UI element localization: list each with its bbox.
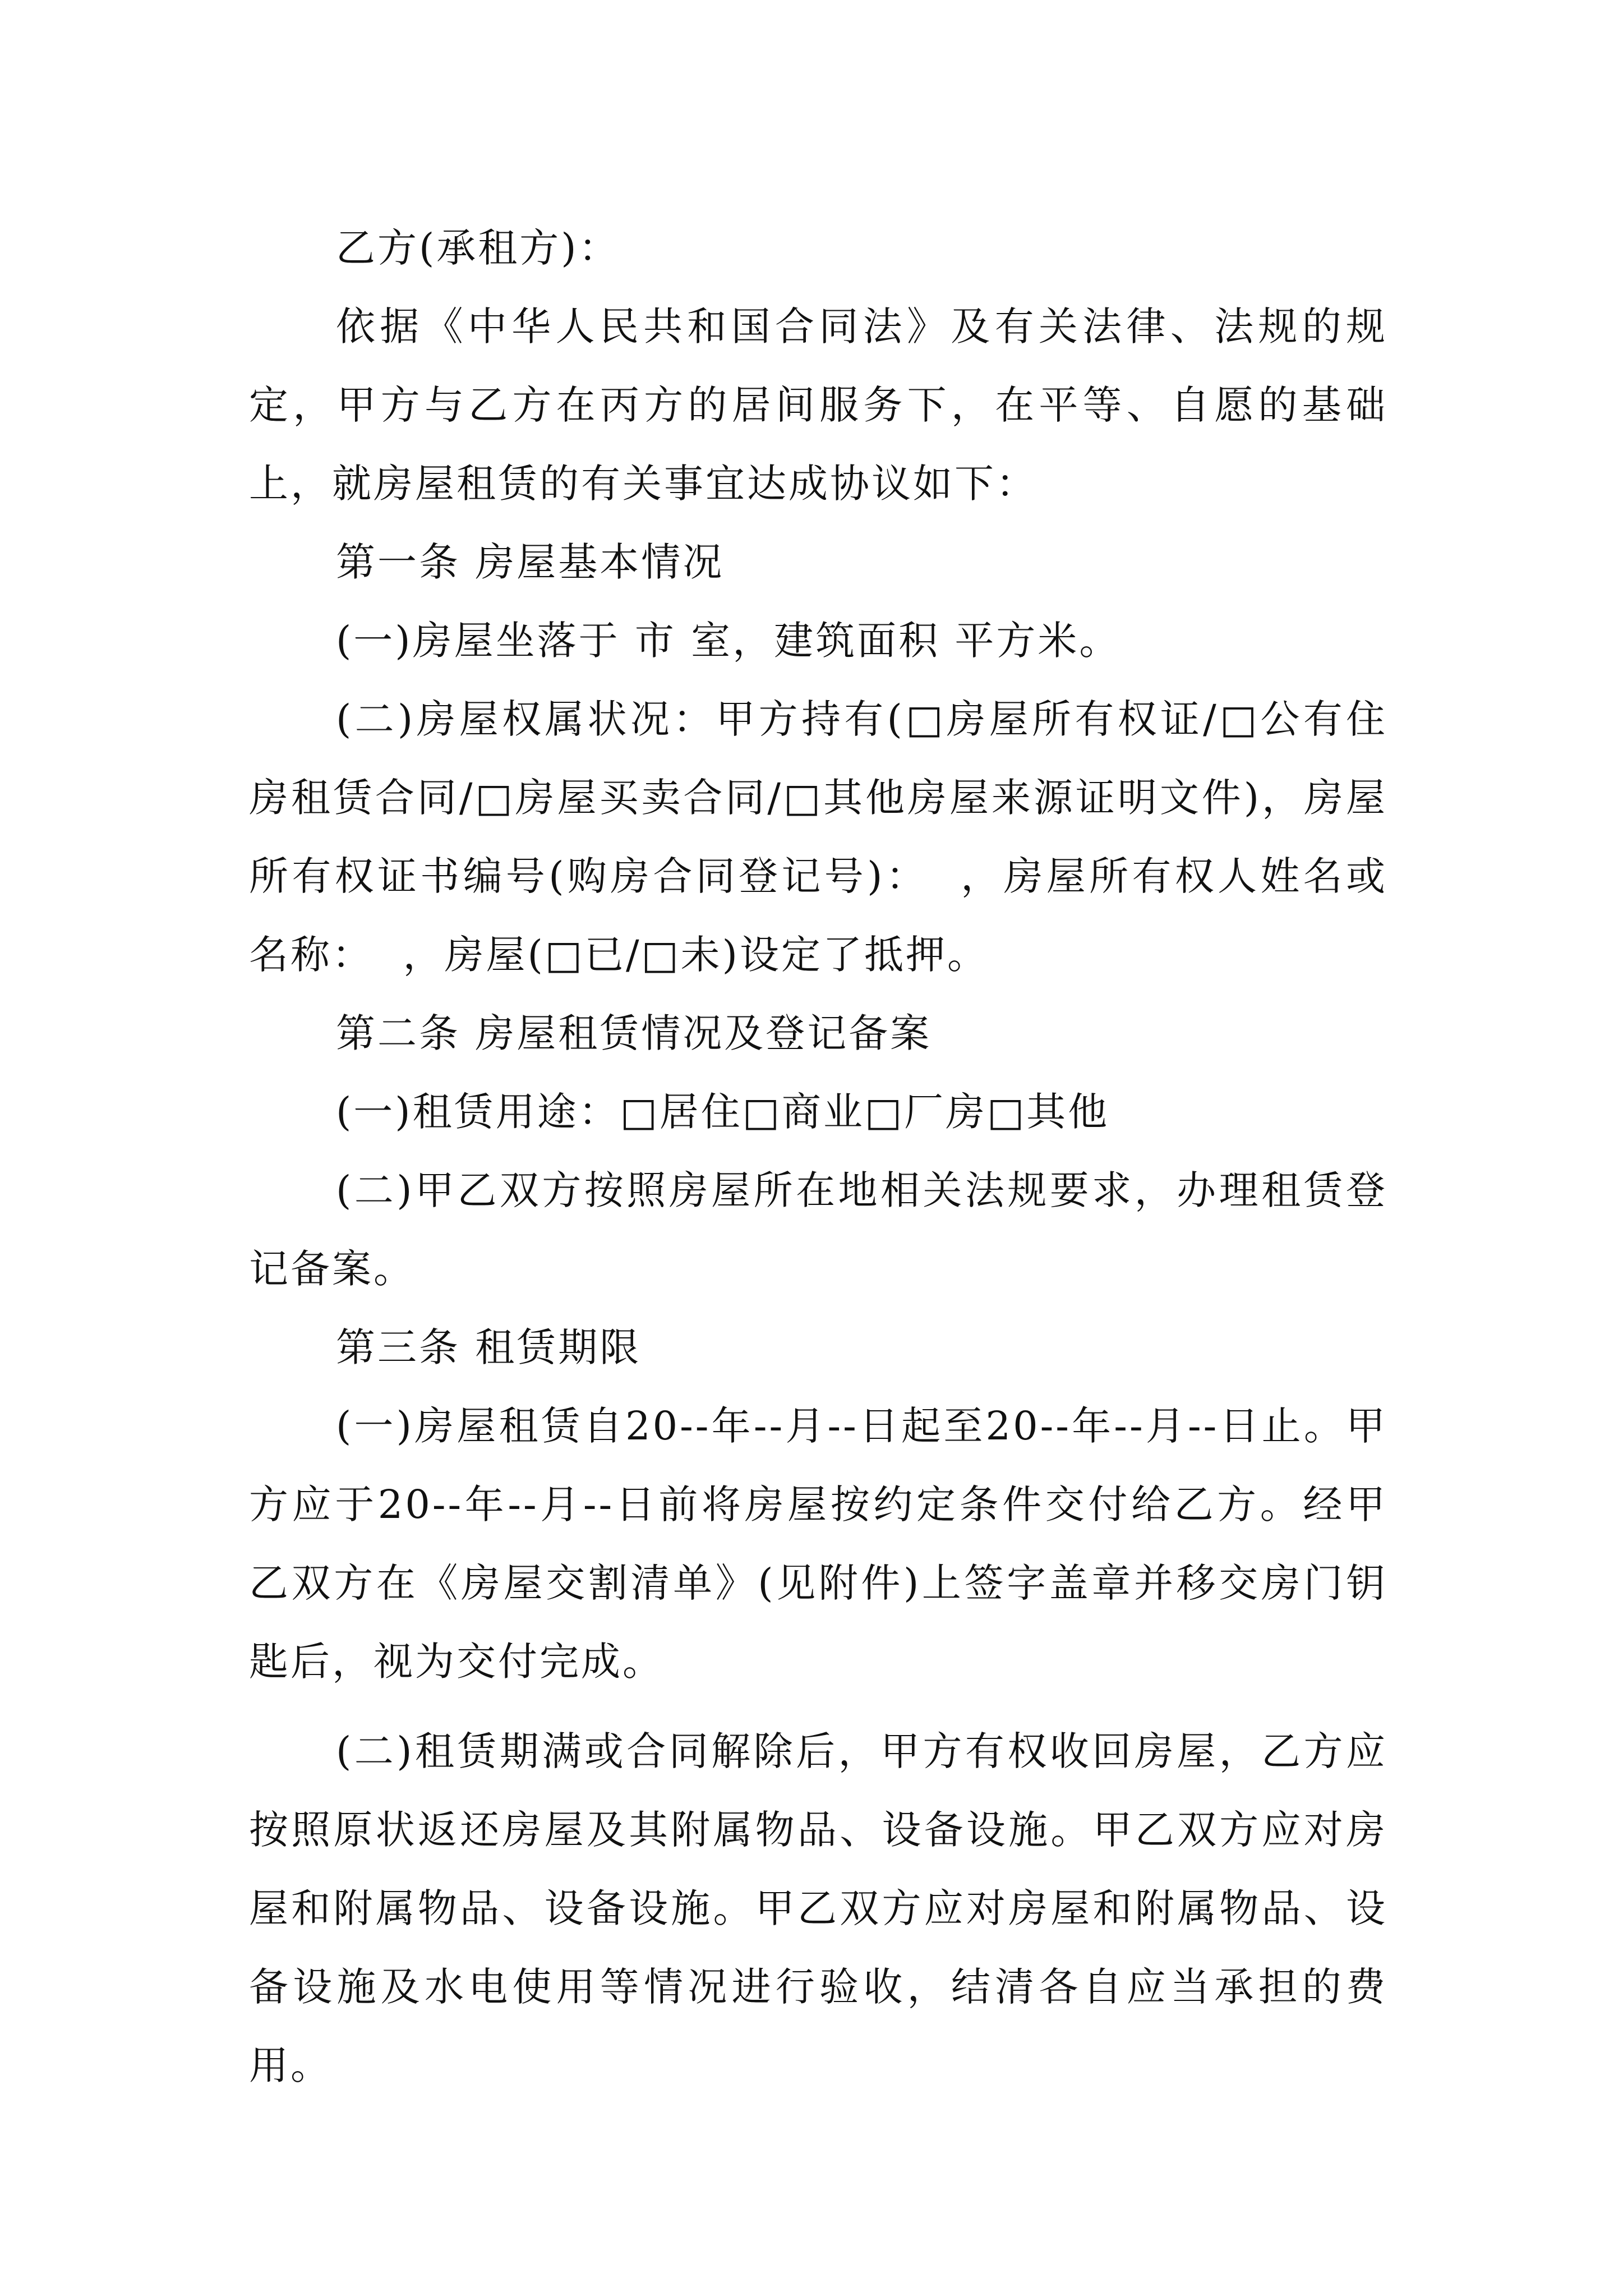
article-1-heading: 第一条 房屋基本情况 [336, 539, 725, 585]
article-2-clause-1: (一)租赁用途：□居住□商业□厂房□其他 [336, 1089, 1110, 1135]
article-1-clause-2: (二)房屋权属状况：甲方持有(□房屋所有权证/□公有住房租赁合同/□房屋买卖合同/□其他房屋来源证明文件)，房屋所有权证书编号(购房合同登记号)： ，房屋所有权人姓名或名称： ，房屋(□已/□未)设定了抵押。 [249, 696, 1387, 978]
document-body [249, 209, 1387, 2105]
article-2-clause-2: (二)甲乙双方按照房屋所在地相关法规要求，办理租赁登记备案。 [249, 1167, 1387, 1292]
article-1-clause-1: (一)房屋坐落于 市 室，建筑面积 平方米。 [336, 618, 1121, 664]
preamble-paragraph: 依据《中华人民共和国合同法》及有关法律、法规的规定，甲方与乙方在丙方的居间服务下，在平等、自愿的基础上，就房屋租赁的有关事宜达成协议如下： [249, 303, 1387, 507]
article-3-heading: 第三条 租赁期限 [336, 1324, 642, 1370]
article-2-heading: 第二条 房屋租赁情况及登记备案 [336, 1010, 932, 1056]
article-3-clause-1: (一)房屋租赁自20--年--月--日起至20--年--月--日止。甲方应于20--年--月--日前将房屋按约定条件交付给乙方。经甲乙双方在《房屋交割清单》(见附件)上签字盖章并移交房门钥匙后，视为交付完成。 [249, 1403, 1387, 1685]
article-3-clause-2: (二)租赁期满或合同解除后，甲方有权收回房屋，乙方应按照原状返还房屋及其附属物品、设备设施。甲乙双方应对房屋和附属物品、设备设施。甲乙双方应对房屋和附属物品、设备设施及水电使用等情况进行验收，结清各自应当承担的费用。 [249, 1728, 1387, 2088]
party-b-line: 乙方(承租方)： [336, 225, 620, 271]
